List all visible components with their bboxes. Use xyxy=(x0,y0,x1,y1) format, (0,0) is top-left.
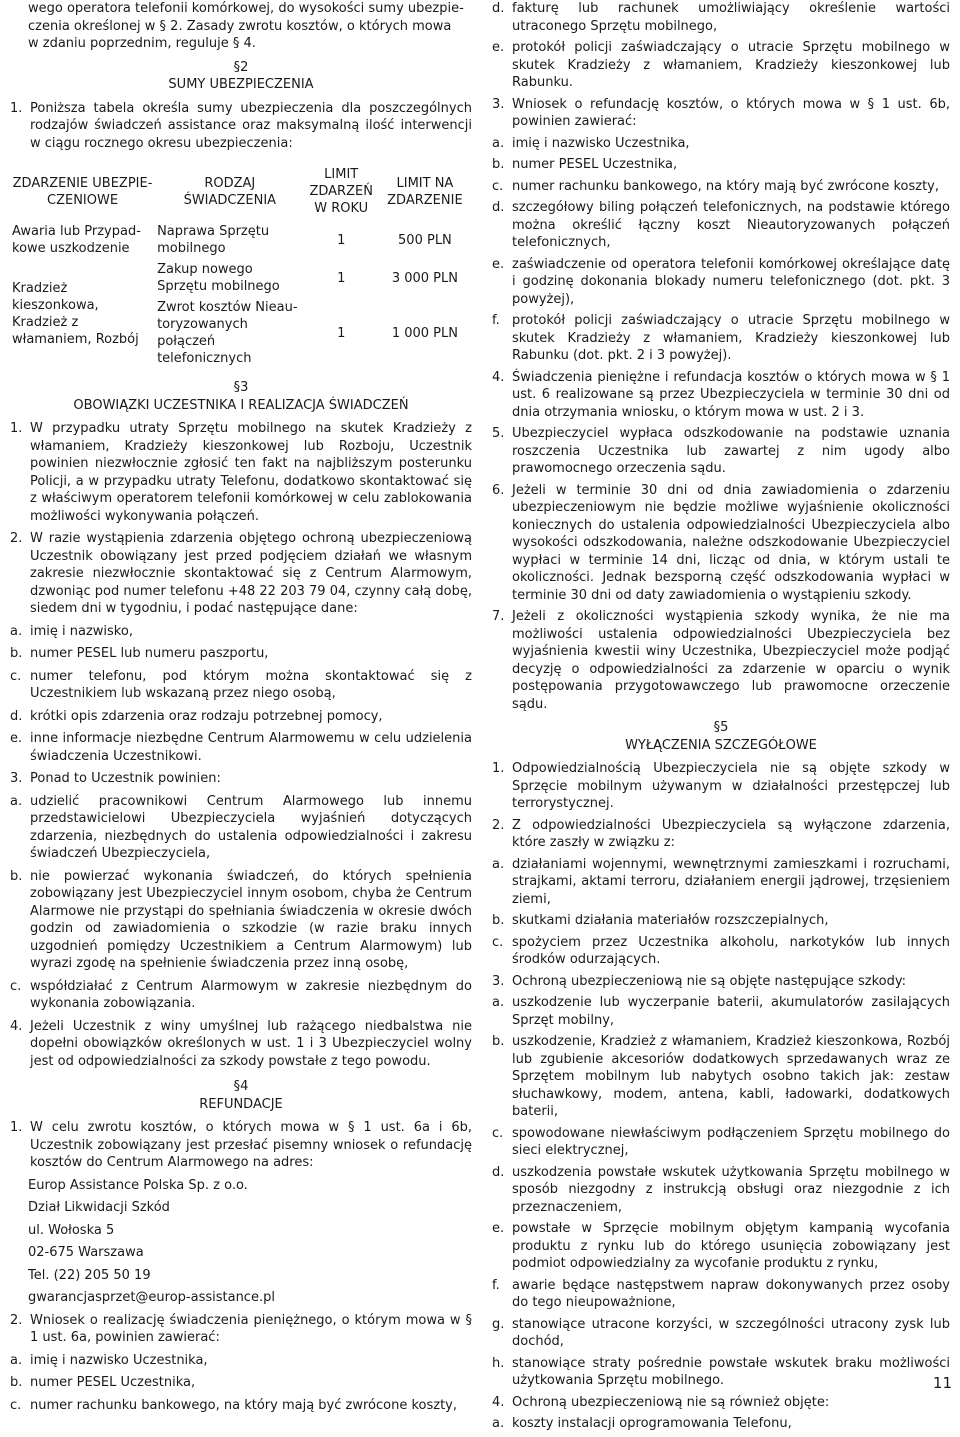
lettered-item: a. uszkodzenie lub wyczerpanie baterii, akumulatorów zasilających Sprzęt mobilny, xyxy=(492,995,950,1028)
item-text: zaświadczenie od operatora telefonii komórkowej określające datę i godzinę dokonania blokady numeru telefonicznego (dot. pkt. 3 powyżej), xyxy=(512,256,950,307)
lettered-item: a. działaniami wojennymi, wewnętrznymi zamieszkami i rozruchami, strajkami, aktami terroru, działaniem energii jądrowej, trzęsieniem ziemi, xyxy=(492,856,950,907)
numbered-item: 1. W przypadku utraty Sprzętu mobilnego na skutek Kradzieży z włamaniem, Kradzieży kieszonkowej lub Rozboju, Uczestnik powinien niezwłocznie zgłosić ten fakt na najbliższym posterunku Policji, a w przypadku utraty Telefonu, dodatkowo skontaktować się z właściwym operatorem telefonii komórkowej w celu zablokowania możliwości wykonywania połączeń. xyxy=(10,421,472,524)
item-text: stanowiące utracone korzyści, w szczególności utracony zysk lub dochód, xyxy=(512,1316,950,1349)
table-cell-limit: 3 000 PLN xyxy=(391,270,458,286)
item-text: imię i nazwisko, xyxy=(30,623,133,639)
item-text: uszkodzenie, Kradzież z włamaniem, Kradzież kieszonkowa, Rozbój lub zgubienie akcesoriów dodatkowych sprzedawanych wraz ze Sprzętem mobilnym lub nabytych osobno takich jak: zestaw słuchawkowy, modem, antena, kabli, ładowarki, dodatkowych baterii, xyxy=(512,1034,950,1119)
item-text: Wniosek o realizację świadczenia pieniężnego, o którym mowa w § 1 ust. 6a, powinien zawierać: xyxy=(30,1312,472,1345)
intro-line: czenia określonej w § 2. Zasady zwrotu kosztów, o których mowa xyxy=(28,18,452,34)
intro-line: wego operatora telefonii komórkowej, do wysokości sumy ubezpie- xyxy=(28,1,464,16)
section-4-heading xyxy=(10,1078,472,1113)
item-text: W razie wystąpienia zdarzenia objętego ochroną ubezpieczeniową Uczestnik obowiązany jest przed podjęciem działań we własnym zakresie niezwłocznie skontaktować się z Centrum Alarmowym, dzwoniąc pod numer telefonu +48 22 203 79 04, czynny całą dobę, siedem dni w tygodniu, i podać następujące dane: xyxy=(30,531,472,616)
lettered-item: b. nie powierzać wykonania świadczeń, do których spełnienia zobowiązany jest Ubezpieczyciel innym osobom, chyba że Centrum Alarmowe nie przystąpi do spełniania świadczenia w okresie dwóch godzin od zawiadomienia o szkodzie (w razie braku innych uzgodnień pomiędzy Uczestnikiem a Centrum Alarmowym) lub wyrazi zgodę na spełnienie świadczenia przez inną osobę, xyxy=(10,868,472,971)
address-line: 02-675 Warszawa xyxy=(28,1245,144,1260)
lettered-item: b. numer PESEL lub numeru paszportu, xyxy=(10,646,269,661)
item-text: Jeżeli z okoliczności wystąpienia szkody wynika, że nie ma możliwości ustalenia odpowiedzialności Ubezpieczyciela bez wyjaśnienia kwestii winy Uczestnika, Ubezpieczyciel może podjąć decyzję o odpowiedzialności za zdarzenie w oparciu o wynik postępowania przygotowawczego lub prawomocne orzeczenie sądu. xyxy=(512,609,950,712)
item-text: protokół policji zaświadczający o utracie Sprzętu mobilnego w skutek Kradzieży z włamaniem, Kradzieży kieszonkowej lub Rabunku. xyxy=(512,40,950,90)
item-text: Odpowiedzialnością Ubezpieczyciela nie są objęte szkody w Sprzęcie mobilnym używanym w działalności przestępczej lub terrorystycznej. xyxy=(512,761,950,811)
numbered-item: 1. Odpowiedzialnością Ubezpieczyciela nie są objęte szkody w Sprzęcie mobilnym używanym w działalności przestępczej lub terrorystycznej. xyxy=(492,761,950,811)
address-line: Europ Assistance Polska Sp. z o.o. xyxy=(28,1177,248,1193)
item-text: Wniosek o refundację kosztów, o których mowa w § 1 ust. 6b, powinien zawierać: xyxy=(512,96,950,129)
lettered-item: a. imię i nazwisko Uczestnika, xyxy=(492,135,690,151)
lettered-item: e. zaświadczenie od operatora telefonii komórkowej określające datę i godzinę dokonania blokady numeru telefonicznego (dot. pkt. 3 powyżej), xyxy=(492,256,950,307)
lettered-item: d. krótki opis zdarzenia oraz rodzaju potrzebnej pomocy, xyxy=(10,708,383,724)
item-text: koszty instalacji oprogramowania Telefonu, xyxy=(512,1416,792,1431)
lettered-item: a. koszty instalacji oprogramowania Telefonu, xyxy=(492,1416,792,1431)
numbered-item: 3. Ochroną ubezpieczeniową nie są objęte następujące szkody: xyxy=(492,973,906,989)
item-text: Ubezpieczyciel wypłaca odszkodowanie na podstawie uznania roszczenia Uczestnika lub zawartej z nim ugody albo prawomocnego orzeczenia sądu. xyxy=(512,426,950,476)
section-number: §4 xyxy=(233,1079,249,1094)
table-header: ZDARZENIE UBEZPIE-CZENIOWE xyxy=(12,175,153,208)
intro-line: w zdaniu poprzednim, reguluje § 4. xyxy=(28,36,256,51)
left-column xyxy=(10,0,472,1419)
numbered-item: 5. Ubezpieczyciel wypłaca odszkodowanie na podstawie uznania roszczenia Uczestnika lub zawartej z nim ugody albo prawomocnego orzeczenia sądu. xyxy=(492,426,950,476)
email-address: gwarancjasprzet@europ-assistance.pl xyxy=(28,1290,275,1305)
item-text: numer PESEL Uczestnika, xyxy=(512,157,678,172)
page-number: 11 xyxy=(932,1373,952,1392)
item-text: Jeżeli Uczestnik z winy umyślnej lub rażącego niedbalstwa nie dopełni obowiązków określonych w ust. 1 i 3 Ubezpieczyciel wolny jest od odpowiedzialności za szkody powstałe z tego powodu. xyxy=(30,1018,472,1069)
section-3-heading xyxy=(10,379,472,414)
lettered-item: a. udzielić pracownikowi Centrum Alarmowego lub innemu przedstawicielowi Ubezpieczyciela wyjaśnień dotyczących zdarzenia, niezbędnych do ustalenia odpowiedzialności i zakresu świadczeń Ubezpieczyciela, xyxy=(10,793,472,861)
table-cell-event: Awaria lub Przypad-kowe uszkodzenie xyxy=(12,224,141,256)
numbered-item: 2. Z odpowiedzialności Ubezpieczyciela są wyłączone zdarzenia, które zaszły w związku z: xyxy=(492,817,950,850)
numbered-item: 3. Ponad to Uczestnik powinien: xyxy=(10,771,221,786)
item-text: powstałe w Sprzęcie mobilnym objętym kampanią wycofania produktu z rynku lub do którego usunięcia zobowiązany jest podmiot odpowiedzialny za wycofanie produktu z rynku, xyxy=(512,1221,950,1271)
item-text: numer PESEL lub numeru paszportu, xyxy=(30,646,269,661)
lettered-item: b. uszkodzenie, Kradzież z włamaniem, Kradzież kieszonkowa, Rozbój lub zgubienie akcesoriów dodatkowych sprzedawanych wraz ze Sprzętem mobilnym lub nabytych osobno takich jak: zestaw słuchawkowy, modem, antena, kabli, ładowarki, dodatkowych baterii, xyxy=(492,1034,950,1119)
lettered-item: a. imię i nazwisko, xyxy=(10,623,133,639)
table-cell-service: Naprawa Sprzętu mobilnego xyxy=(157,224,270,256)
lettered-item: f. protokół policji zaświadczający o utracie Sprzętu mobilnego w skutek Kradzieży z włamaniem, Kradzieży kieszonkowej lub Rabunku (dot. pkt. 2 i 3 powyżej). xyxy=(492,313,950,363)
item-text: uszkodzenie lub wyczerpanie baterii, akumulatorów zasilających Sprzęt mobilny, xyxy=(512,995,950,1028)
section-title: REFUNDACJE xyxy=(199,1096,283,1112)
table-cell-count: 1 xyxy=(337,232,346,248)
item-text: działaniami wojennymi, wewnętrznymi zamieszkami i rozruchami, strajkami, aktami terroru, działaniem energii jądrowej, trzęsieniem ziemi, xyxy=(512,856,950,907)
table-row xyxy=(10,259,472,297)
item-letter: e. xyxy=(492,40,505,55)
lettered-item: h. stanowiące straty pośrednie powstałe wskutek braku możliwości użytkowania Sprzętu mobilnego. xyxy=(492,1355,950,1388)
section-2-heading xyxy=(10,59,472,94)
lettered-item: d. szczegółowy biling połączeń telefonicznych, na podstawie którego można określić łączny koszt Nieautoryzowanych połączeń telefonicznych, xyxy=(492,200,950,250)
lettered-item: c. spożyciem przez Uczestnika alkoholu, narkotyków lub innych środków odurzających. xyxy=(492,934,950,967)
section-number: §2 xyxy=(233,59,249,75)
numbered-item: 4. Świadczenia pieniężne i refundacja kosztów o których mowa w § 1 ust. 6 realizowane są przez Ubezpieczyciela w terminie 30 dni od dnia otrzymania wniosku, o którym mowa w ust. 2 i 3. xyxy=(492,369,950,420)
section-title: SUMY UBEZPIECZENIA xyxy=(168,77,314,92)
item-text: Jeżeli w terminie 30 dni od dnia zawiadomienia o zdarzeniu ubezpieczeniowym nie będzie możliwe wyjaśnienie okoliczności koniecznych do ustalenia odpowiedzialności Ubezpieczyciela albo wysokości odszkodowania, należne odszkodowanie Ubezpieczyciel wypłaci w terminie 14 dni, licząc od dnia, w którym ustali te okoliczności. Jednak bezsporną część odszkodowania wypłaci w terminie 30 dni od daty zawiadomienia o wystąpieniu szkody. xyxy=(512,482,950,603)
item-text: numer rachunku bankowego, na który mają być zwrócone koszty, xyxy=(512,178,940,194)
numbered-item: 6. Jeżeli w terminie 30 dni od dnia zawiadomienia o zdarzeniu ubezpieczeniowym nie będzie możliwe wyjaśnienie okoliczności koniecznych do ustalenia odpowiedzialności Ubezpieczyciela albo wysokości odszkodowania, należne odszkodowanie Ubezpieczyciel wypłaci w terminie 14 dni, licząc od dnia, w którym ustali te okoliczności. Jednak bezsporną część odszkodowania wypłaci w terminie 30 dni od daty zawiadomienia o wystąpieniu szkody. xyxy=(492,482,950,603)
numbered-item: 4. Ochroną ubezpieczeniową nie są również objęte: xyxy=(492,1394,830,1410)
item-text: Z odpowiedzialności Ubezpieczyciela są wyłączone zdarzenia, które zaszły w związku z: xyxy=(512,817,950,850)
item-text: inne informacje niezbędne Centrum Alarmowemu w celu udzielenia świadczenia Uczestnikowi. xyxy=(30,731,472,764)
item-text: Ponad to Uczestnik powinien: xyxy=(30,771,221,786)
item-text: numer PESEL Uczestnika, xyxy=(30,1375,196,1390)
address-line: Dział Likwidacji Szkód xyxy=(28,1200,170,1215)
numbered-item: 4. Jeżeli Uczestnik z winy umyślnej lub rażącego niedbalstwa nie dopełni obowiązków określonych w ust. 1 i 3 Ubezpieczyciel wolny jest od odpowiedzialności za szkody powstałe z tego powodu. xyxy=(10,1018,472,1069)
item-text: W celu zwrotu kosztów, o których mowa w § 1 ust. 6a i 6b, Uczestnik zobowiązany jest przesłać pisemny wniosek o refundację kosztów do Centrum Alarmowego na adres: xyxy=(30,1120,472,1170)
section-title: WYŁĄCZENIA SZCZEGÓŁOWE xyxy=(625,737,817,753)
numbered-item xyxy=(10,100,472,153)
item-text: krótki opis zdarzenia oraz rodzaju potrzebnej pomocy, xyxy=(30,708,383,724)
item-text: W przypadku utraty Sprzętu mobilnego na skutek Kradzieży z włamaniem, Kradzieży kieszonkowej lub Rozboju, Uczestnik powinien niezwłocznie zgłosić ten fakt na najbliższym posterunku Policji, a w przypadku utraty Telefonu, dodatkowo skontaktować się z właściwym operatorem telefonii komórkowej w celu zablokowania możliwości wykonywania połączeń. xyxy=(30,421,472,524)
item-text: Poniższa tabela określa sumy ubezpieczenia dla poszczególnych rodzajów świadczeń assistance oraz maksymalną ilość interwencji w ciągu rocznego okresu ubezpieczenia: xyxy=(30,100,472,151)
item-text: imię i nazwisko Uczestnika, xyxy=(512,135,690,151)
lettered-item: b. numer PESEL Uczestnika, xyxy=(492,157,678,172)
section-title: OBOWIĄZKI UCZESTNIKA I REALIZACJA ŚWIADCZEŃ xyxy=(73,397,409,413)
item-letter: d. xyxy=(492,1,505,16)
item-text: numer rachunku bankowego, na który mają być zwrócone koszty, xyxy=(30,1397,458,1413)
table-cell-count: 1 xyxy=(337,270,346,286)
numbered-item: 7. Jeżeli z okoliczności wystąpienia szkody wynika, że nie ma możliwości ustalenia odpowiedzialności Ubezpieczyciela bez wyjaśnienia kwestii winy Uczestnika, Ubezpieczyciel może podjąć decyzję o odpowiedzialności za zdarzenie w oparciu o wynik postępowania przygotowawczego lub prawomocne orzeczenie sądu. xyxy=(492,609,950,712)
lettered-item: f. awarie będące następstwem napraw dokonywanych przez osoby do tego nieupoważnione, xyxy=(492,1277,950,1310)
item-text: skutkami działania materiałów rozszczepialnych, xyxy=(512,913,829,928)
table-header-row xyxy=(10,162,472,221)
item-text: Ochroną ubezpieczeniową nie są objęte następujące szkody: xyxy=(512,973,906,989)
item-text: Ochroną ubezpieczeniową nie są również objęte: xyxy=(512,1394,830,1410)
address-line: ul. Wołoska 5 xyxy=(28,1222,115,1238)
lettered-item: g. stanowiące utracone korzyści, w szczególności utracony zysk lub dochód, xyxy=(492,1316,950,1349)
lettered-item: b. skutkami działania materiałów rozszczepialnych, xyxy=(492,913,829,928)
right-column xyxy=(492,0,950,1437)
sums-table xyxy=(10,162,472,369)
item-text: Świadczenia pieniężne i refundacja kosztów o których mowa w § 1 ust. 6 realizowane są przez Ubezpieczyciela w terminie 30 dni od dnia otrzymania wniosku, o którym mowa w ust. 2 i 3. xyxy=(512,369,950,420)
lettered-item: c. współdziałać z Centrum Alarmowym w zakresie niezbędnym do wykonania zobowiązania. xyxy=(10,978,472,1011)
numbered-item: 3. Wniosek o refundację kosztów, o których mowa w § 1 ust. 6b, powinien zawierać: xyxy=(492,96,950,129)
table-cell-limit: 500 PLN xyxy=(398,232,452,248)
table-header: LIMIT ZDARZEŃ W ROKU xyxy=(309,167,373,216)
table-cell-count: 1 xyxy=(337,325,346,341)
table-cell-limit: 1 000 PLN xyxy=(391,325,458,341)
item-text: imię i nazwisko Uczestnika, xyxy=(30,1352,208,1368)
address-line: Tel. (22) 205 50 19 xyxy=(28,1267,151,1283)
table-cell-service: Zwrot kosztów Nieau-toryzowanych połączeń telefonicznych xyxy=(157,300,298,366)
item-number: 1. xyxy=(10,100,23,116)
lettered-item: a. imię i nazwisko Uczestnika, xyxy=(10,1352,208,1368)
lettered-item: c. numer telefonu, pod którym można skontaktować się z Uczestnikiem lub wskazaną przez niego osobą, xyxy=(10,668,472,701)
item-text: nie powierzać wykonania świadczeń, do których spełnienia zobowiązany jest Ubezpieczyciel innym osobom, chyba że Centrum Alarmowe nie przystąpi do spełniania świadczenia w okresie dwóch godzin od zawiadomienia o szkodzie (w razie braku innych uzgodnień pomiędzy Uczestnikiem a Centrum Alarmowym) lub wyrazi zgodę na spełnienie świadczenia przez inną osobę, xyxy=(30,868,472,971)
item-text: udzielić pracownikowi Centrum Alarmowego lub innemu przedstawicielowi Ubezpieczyciela wyjaśnień dotyczących zdarzenia, niezbędnych do ustalenia odpowiedzialności i zakresu świadczeń Ubezpieczyciela, xyxy=(30,793,472,861)
section-number: §5 xyxy=(713,720,729,735)
intro-paragraph xyxy=(10,0,472,53)
numbered-item: 1. W celu zwrotu kosztów, o których mowa w § 1 ust. 6a i 6b, Uczestnik zobowiązany jest przesłać pisemny wniosek o refundację kosztów do Centrum Alarmowego na adres: xyxy=(10,1120,472,1170)
item-text: szczegółowy biling połączeń telefonicznych, na podstawie którego można określić łączny koszt Nieautoryzowanych połączeń telefonicznych, xyxy=(512,200,950,250)
lettered-item xyxy=(492,0,950,35)
lettered-item: d. uszkodzenia powstałe wskutek użytkowania Sprzętu mobilnego w sposób niezgodny z instrukcją obsługi oraz niezgodnie z ich przeznaczeniem, xyxy=(492,1164,950,1215)
item-text: protokół policji zaświadczający o utracie Sprzętu mobilnego w skutek Kradzieży z włamaniem, Kradzieży kieszonkowej lub Rabunku (dot. pkt. 2 i 3 powyżej). xyxy=(512,313,950,363)
numbered-item: 2. W razie wystąpienia zdarzenia objętego ochroną ubezpieczeniową Uczestnik obowiązany jest przed podjęciem działań we własnym zakresie niezwłocznie skontaktować się z Centrum Alarmowym, dzwoniąc pod numer telefonu +48 22 203 79 04, czynny całą dobę, siedem dni w tygodniu, i podać następujące dane: xyxy=(10,531,472,616)
item-text: spożyciem przez Uczestnika alkoholu, narkotyków lub innych środków odurzających. xyxy=(512,934,950,967)
numbered-item: 2. Wniosek o realizację świadczenia pieniężnego, o którym mowa w § 1 ust. 6a, powinien zawierać: xyxy=(10,1312,472,1345)
item-text: awarie będące następstwem napraw dokonywanych przez osoby do tego nieupoważnione, xyxy=(512,1277,950,1310)
lettered-item: c. numer rachunku bankowego, na który mają być zwrócone koszty, xyxy=(10,1397,458,1413)
table-header: RODZAJ ŚWIADCZENIA xyxy=(183,175,277,208)
item-text: fakturę lub rachunek umożliwiający określenie wartości utraconego Sprzętu mobilnego, xyxy=(512,1,950,34)
lettered-item: c. numer rachunku bankowego, na który mają być zwrócone koszty, xyxy=(492,178,940,194)
table-cell-event: Kradzież kieszonkowa, Kradzież z włamaniem, Rozbój xyxy=(12,281,139,347)
item-text: stanowiące straty pośrednie powstałe wskutek braku możliwości użytkowania Sprzętu mobilnego. xyxy=(512,1355,950,1388)
item-text: uszkodzenia powstałe wskutek użytkowania Sprzętu mobilnego w sposób niezgodny z instrukcją obsługi oraz niezgodnie z ich przeznaczeniem, xyxy=(512,1164,950,1215)
table-row xyxy=(10,221,472,259)
section-number: §3 xyxy=(233,380,249,395)
lettered-item: e. inne informacje niezbędne Centrum Alarmowemu w celu udzielenia świadczenia Uczestnikowi. xyxy=(10,731,472,764)
item-text: współdziałać z Centrum Alarmowym w zakresie niezbędnym do wykonania zobowiązania. xyxy=(30,978,472,1011)
item-text: spowodowane niewłaściwym podłączeniem Sprzętu mobilnego do sieci elektrycznej, xyxy=(512,1125,950,1158)
lettered-item: c. spowodowane niewłaściwym podłączeniem Sprzętu mobilnego do sieci elektrycznej, xyxy=(492,1125,950,1158)
section-5-heading xyxy=(492,719,950,754)
lettered-item: b. numer PESEL Uczestnika, xyxy=(10,1375,196,1390)
table-header: LIMIT NA ZDARZENIE xyxy=(387,175,463,208)
item-text: numer telefonu, pod którym można skontaktować się z Uczestnikiem lub wskazaną przez niego osobą, xyxy=(30,668,472,701)
lettered-item xyxy=(492,39,950,92)
table-cell-service: Zakup nowego Sprzętu mobilnego xyxy=(157,262,280,294)
lettered-item: e. powstałe w Sprzęcie mobilnym objętym kampanią wycofania produktu z rynku lub do którego usunięcia zobowiązany jest podmiot odpowiedzialny za wycofanie produktu z rynku, xyxy=(492,1221,950,1271)
